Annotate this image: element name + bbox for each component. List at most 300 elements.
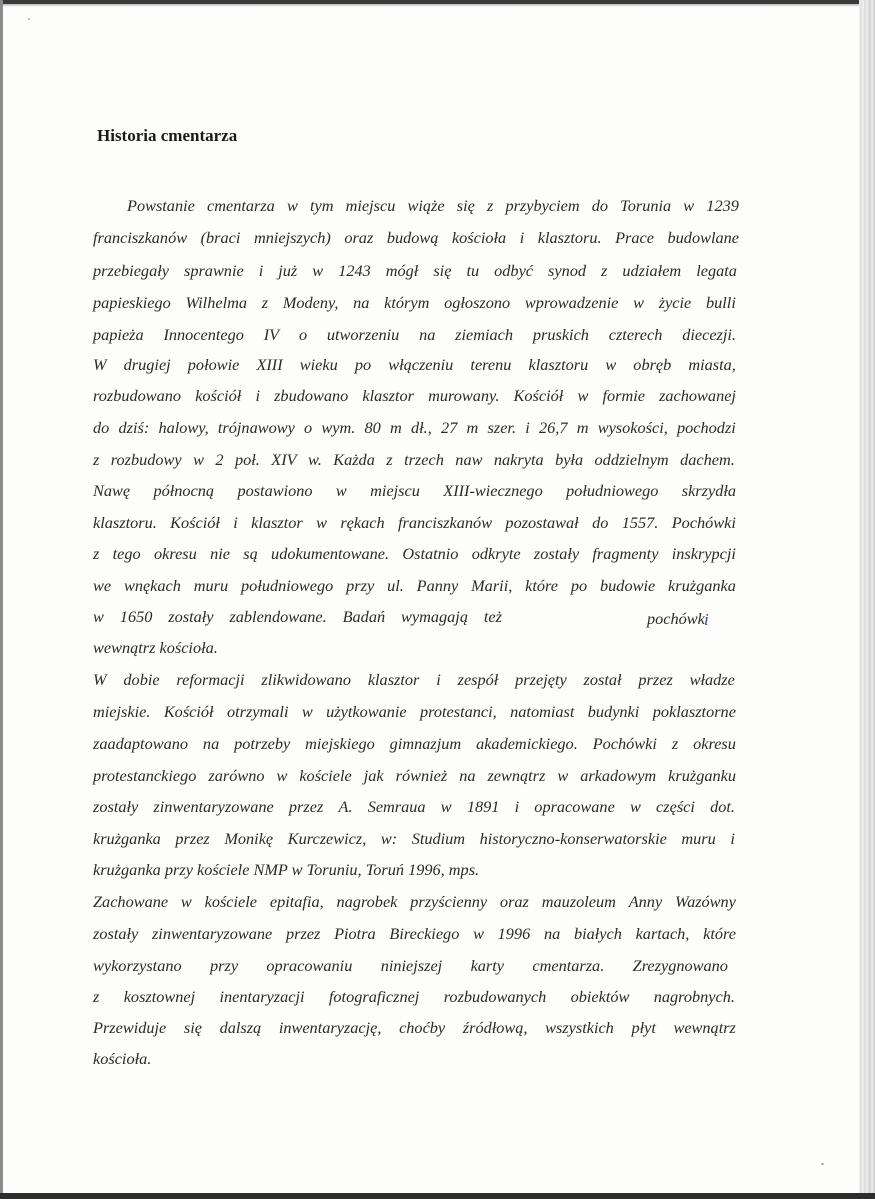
word: dot. bbox=[710, 797, 735, 816]
word: z bbox=[671, 734, 679, 753]
word: 1243 bbox=[338, 261, 371, 280]
word: halowy, bbox=[158, 418, 209, 437]
word: Kościół bbox=[170, 513, 220, 532]
word: płyt bbox=[631, 1018, 656, 1037]
word: w bbox=[629, 797, 641, 816]
word: zachowanej bbox=[659, 386, 736, 405]
word: i bbox=[436, 670, 441, 689]
word: franciszkanów bbox=[93, 228, 188, 247]
text-line bbox=[93, 325, 736, 345]
word: Prace bbox=[615, 228, 654, 247]
word: protestanci, bbox=[420, 702, 497, 721]
word: w bbox=[633, 293, 644, 312]
scan-left-edge bbox=[0, 0, 3, 1199]
word: do bbox=[592, 513, 609, 532]
word: muru bbox=[681, 829, 716, 848]
word: naw bbox=[455, 450, 483, 469]
word: dalszą bbox=[219, 1018, 262, 1037]
word: Marii, bbox=[471, 576, 513, 595]
word: 1891 bbox=[466, 797, 500, 816]
word: krużganku bbox=[668, 766, 736, 785]
word: z bbox=[261, 293, 269, 312]
word: zlikwidowano bbox=[261, 670, 351, 689]
word: Powstanie bbox=[127, 196, 195, 215]
word: Zachowane bbox=[93, 892, 169, 911]
word: A. bbox=[338, 797, 353, 816]
word: m bbox=[576, 418, 589, 437]
word: nagrobek bbox=[336, 892, 398, 911]
word: nakryta bbox=[493, 450, 544, 469]
word: Pochówki bbox=[671, 513, 736, 532]
word: cmentarza bbox=[206, 196, 275, 215]
word: otrzymali bbox=[226, 702, 289, 721]
word: zostały bbox=[93, 797, 139, 816]
word: ziemiach bbox=[455, 325, 514, 344]
word: mógł bbox=[385, 261, 419, 280]
word: fragmenty bbox=[592, 544, 659, 563]
word: tu bbox=[466, 261, 480, 280]
word: w. bbox=[308, 450, 322, 469]
word: w bbox=[335, 481, 347, 500]
word: wewnątrz bbox=[673, 1018, 736, 1037]
word: odbyć bbox=[494, 261, 534, 280]
word: epitafia, bbox=[269, 892, 324, 911]
word: karty bbox=[470, 956, 505, 975]
word: inentaryzacji bbox=[219, 987, 305, 1006]
word: zarówno bbox=[208, 766, 265, 785]
word: gimnazjum bbox=[389, 734, 462, 753]
word: Piotra bbox=[334, 924, 376, 943]
word: zostały bbox=[93, 924, 139, 943]
word: klasztoru bbox=[528, 355, 589, 374]
word: postawiono bbox=[237, 481, 313, 500]
word: Pochówki bbox=[592, 734, 657, 753]
word: zostały bbox=[533, 544, 580, 563]
word: Przewiduje bbox=[93, 1018, 167, 1037]
word: Wazówny bbox=[675, 892, 736, 911]
word: obręb bbox=[633, 355, 672, 374]
word: udokumentowane. bbox=[271, 544, 390, 563]
word: protestanckiego bbox=[93, 766, 197, 785]
word: Torunia bbox=[620, 196, 672, 215]
word: południowego bbox=[241, 576, 334, 595]
text-line bbox=[93, 418, 736, 438]
word: kosztownej bbox=[123, 987, 196, 1006]
word: legata bbox=[696, 261, 737, 280]
word: Bireckiego bbox=[389, 924, 460, 943]
text-line bbox=[93, 924, 736, 944]
word: w bbox=[577, 386, 589, 405]
word: w bbox=[473, 924, 484, 943]
word: papieskiego bbox=[93, 293, 171, 312]
word: w bbox=[605, 355, 617, 374]
text-line bbox=[93, 607, 502, 627]
text-line: pochówk bbox=[647, 609, 705, 628]
word: jak bbox=[363, 766, 384, 785]
word: mniejszych) bbox=[253, 228, 331, 247]
word: obiektów bbox=[570, 987, 630, 1006]
word: terenu bbox=[470, 355, 512, 374]
word: również bbox=[395, 766, 448, 785]
word: zostały bbox=[168, 607, 214, 626]
word: inwentaryzację, bbox=[278, 1018, 382, 1037]
text-line bbox=[93, 355, 736, 375]
word: 26,7 bbox=[539, 418, 568, 437]
word: formie bbox=[602, 386, 645, 405]
word: Panny bbox=[416, 576, 459, 595]
word: papieża bbox=[93, 325, 144, 344]
word: zaadaptowano bbox=[93, 734, 188, 753]
text-line bbox=[93, 829, 735, 849]
word: do bbox=[591, 196, 609, 215]
text-line: kościoła. bbox=[93, 1049, 152, 1068]
word: na bbox=[353, 293, 370, 312]
word: części bbox=[656, 797, 695, 816]
word: zablendowane. bbox=[229, 607, 327, 626]
word: Każda bbox=[333, 450, 375, 469]
word: Innocentego bbox=[163, 325, 244, 344]
word: diecezji. bbox=[682, 325, 736, 344]
word: historyczno-konserwatorskie bbox=[479, 829, 667, 848]
word: skrzydła bbox=[681, 481, 736, 500]
word: i bbox=[730, 829, 735, 848]
word: ogłoszono bbox=[444, 293, 511, 312]
text-line bbox=[93, 481, 736, 501]
word: Kurczewicz, bbox=[287, 829, 367, 848]
word: pozostawał bbox=[505, 513, 579, 532]
text-line bbox=[93, 450, 735, 470]
word: franciszkanów bbox=[397, 513, 493, 532]
word: w bbox=[683, 196, 695, 215]
text-line bbox=[93, 987, 735, 1007]
word: m bbox=[390, 418, 402, 437]
word: też bbox=[483, 607, 502, 626]
word: cmentarza. bbox=[532, 956, 605, 975]
scan-bottom-edge bbox=[0, 1193, 875, 1199]
word: i bbox=[255, 386, 260, 405]
word: 1557. bbox=[621, 513, 659, 532]
word: wysokości, bbox=[597, 418, 668, 437]
word: miasta, bbox=[688, 355, 736, 374]
word: się bbox=[183, 1018, 202, 1037]
word: przez bbox=[175, 829, 210, 848]
word: budowlane bbox=[667, 228, 739, 247]
word: przy bbox=[346, 576, 375, 595]
word: 1650 bbox=[119, 607, 153, 626]
word: dziś: bbox=[118, 418, 150, 437]
word: już bbox=[278, 261, 298, 280]
word: oraz bbox=[344, 228, 374, 247]
word: budową bbox=[386, 228, 439, 247]
word: przyścienny bbox=[410, 892, 488, 911]
text-line bbox=[127, 196, 739, 216]
word: użytkowanie bbox=[326, 702, 407, 721]
word: w bbox=[180, 892, 192, 911]
word: opracowane bbox=[534, 797, 615, 816]
text-line bbox=[93, 576, 736, 596]
word: wym. bbox=[321, 418, 356, 437]
word: klasztoru. bbox=[537, 228, 602, 247]
word: arkadowym bbox=[580, 766, 657, 785]
word: Kościół bbox=[163, 702, 214, 721]
word: Modeny, bbox=[282, 293, 339, 312]
text-line bbox=[93, 544, 736, 564]
word: z bbox=[386, 450, 393, 469]
word: 1239 bbox=[706, 196, 739, 215]
text-line bbox=[93, 261, 737, 281]
word: odkryte bbox=[471, 544, 521, 563]
text-line bbox=[93, 956, 728, 976]
word: przy bbox=[210, 956, 239, 975]
text-line bbox=[93, 702, 736, 722]
word: budowie bbox=[600, 576, 656, 595]
word: z bbox=[93, 987, 100, 1006]
word: kościoła bbox=[451, 228, 507, 247]
word: się bbox=[433, 261, 452, 280]
word: dachem. bbox=[680, 450, 735, 469]
word: i bbox=[233, 513, 238, 532]
word: rozbudowy bbox=[110, 450, 182, 469]
word: 27 bbox=[441, 418, 458, 437]
scan-top-shadow bbox=[0, 4, 875, 7]
word: opracowaniu bbox=[266, 956, 353, 975]
word: z bbox=[601, 261, 608, 280]
word: murowany. bbox=[428, 386, 500, 405]
word: udziałem bbox=[622, 261, 682, 280]
word: w bbox=[93, 607, 104, 626]
scan-dust bbox=[821, 1163, 824, 1165]
word: poklasztorne bbox=[652, 702, 736, 721]
word: północną bbox=[153, 481, 215, 500]
word: budynki bbox=[587, 702, 640, 721]
word: połowie bbox=[187, 355, 240, 374]
text-line bbox=[93, 766, 736, 786]
word: we bbox=[93, 576, 112, 595]
word: na bbox=[459, 766, 476, 785]
word: rozbudowano bbox=[93, 386, 182, 405]
word: w bbox=[276, 766, 288, 785]
word: W bbox=[93, 670, 107, 689]
word: dobie bbox=[123, 670, 160, 689]
word: Wilhelma bbox=[185, 293, 247, 312]
word: miejscu bbox=[345, 196, 396, 215]
text-line bbox=[93, 386, 736, 406]
word: niniejszej bbox=[380, 956, 443, 975]
word: wiąże bbox=[407, 196, 445, 215]
word: akademickiego. bbox=[476, 734, 578, 753]
word: XIII bbox=[256, 355, 283, 374]
word: mauzoleum bbox=[541, 892, 616, 911]
word: w bbox=[193, 450, 204, 469]
word: białych bbox=[573, 924, 622, 943]
word: bulli bbox=[706, 293, 736, 312]
word: życie bbox=[658, 293, 692, 312]
word: 2 bbox=[215, 450, 224, 469]
word: drugiej bbox=[123, 355, 171, 374]
scan-dust bbox=[28, 18, 30, 20]
text-line: wewnątrz kościoła. bbox=[93, 638, 218, 657]
word: i bbox=[519, 228, 525, 247]
word: sprawnie bbox=[183, 261, 244, 280]
text-line bbox=[93, 228, 739, 248]
word: w bbox=[286, 196, 298, 215]
word: Nawę bbox=[93, 481, 131, 500]
word: Badań bbox=[342, 607, 386, 626]
word: wprowadzenie bbox=[524, 293, 619, 312]
word: potrzeby bbox=[234, 734, 291, 753]
word: 80 bbox=[364, 418, 381, 437]
word: zbudowano bbox=[274, 386, 349, 405]
handwritten-mark: i bbox=[704, 610, 709, 629]
word: oddzielnym bbox=[594, 450, 669, 469]
word: czterech bbox=[608, 325, 663, 344]
word: w bbox=[301, 702, 313, 721]
word: XIII-wiecznego bbox=[443, 481, 543, 500]
word: wykorzystano bbox=[93, 956, 182, 975]
word: w bbox=[316, 513, 327, 532]
word: nie bbox=[210, 544, 230, 563]
text-line bbox=[93, 670, 735, 690]
word: zinwentaryzowane bbox=[153, 797, 274, 816]
word: oraz bbox=[499, 892, 529, 911]
word: kościele bbox=[204, 892, 258, 911]
page-title: Historia cmentarza bbox=[97, 126, 238, 145]
word: krużganka bbox=[668, 576, 736, 595]
word: na bbox=[543, 924, 561, 943]
word: klasztoru. bbox=[93, 513, 157, 532]
word: pruskich bbox=[532, 325, 589, 344]
word: synod bbox=[548, 261, 587, 280]
word: dł., bbox=[411, 418, 432, 437]
word: do bbox=[93, 418, 110, 437]
word: kartach, bbox=[635, 924, 690, 943]
word: W bbox=[93, 355, 107, 374]
text-line bbox=[93, 797, 735, 817]
word: fotograficznej bbox=[328, 987, 420, 1006]
word: zinwentaryzowane bbox=[151, 924, 273, 943]
word: klasztor bbox=[362, 386, 414, 405]
word: krużganka bbox=[93, 829, 161, 848]
word: szer. bbox=[487, 418, 517, 437]
word: które bbox=[525, 576, 559, 595]
word: utworzeniu bbox=[326, 325, 400, 344]
word: m bbox=[466, 418, 479, 437]
word: 1996 bbox=[497, 924, 531, 943]
word: choćby bbox=[399, 1018, 446, 1037]
word: Zrezygnowano bbox=[632, 956, 728, 975]
word: którym bbox=[384, 293, 430, 312]
word: południowego bbox=[566, 481, 659, 500]
word: miejscu bbox=[370, 481, 420, 500]
word: w bbox=[557, 766, 569, 785]
word: został bbox=[583, 670, 622, 689]
word: miejskiego bbox=[305, 734, 375, 753]
word: reformacji bbox=[176, 670, 245, 689]
word: wieku bbox=[299, 355, 338, 374]
word: w: bbox=[380, 829, 398, 848]
word: Kościół bbox=[513, 386, 564, 405]
word: pochodzi bbox=[677, 418, 736, 437]
word: o bbox=[304, 418, 313, 437]
word: nagrobnych. bbox=[653, 987, 735, 1006]
word: zewnątrz bbox=[487, 766, 546, 785]
word: przebiegały bbox=[93, 261, 169, 280]
word: się bbox=[456, 196, 475, 215]
word: z bbox=[93, 544, 100, 563]
word: z bbox=[93, 450, 100, 469]
word: o bbox=[298, 325, 308, 344]
word: przez bbox=[288, 797, 324, 816]
word: Semraua bbox=[367, 797, 426, 816]
word: inskrypcji bbox=[671, 544, 736, 563]
word: Monikę bbox=[224, 829, 274, 848]
word: na bbox=[419, 325, 436, 344]
word: ul. bbox=[387, 576, 404, 595]
word: IV bbox=[263, 325, 280, 344]
text-line: krużganka przy kościele NMP w Toruniu, Toruń 1996, mps. bbox=[93, 860, 480, 879]
text-line bbox=[93, 734, 736, 754]
text-line bbox=[93, 293, 736, 313]
word: trzech bbox=[404, 450, 444, 469]
word: Anny bbox=[628, 892, 663, 911]
word: poł. bbox=[234, 450, 260, 469]
word: miejskie. bbox=[93, 702, 151, 721]
word: okresu bbox=[693, 734, 736, 753]
word: zespół bbox=[457, 670, 499, 689]
word: kościele bbox=[299, 766, 352, 785]
word: XIV bbox=[271, 450, 297, 469]
word: była bbox=[555, 450, 584, 469]
word: Studium bbox=[411, 829, 466, 848]
word: które bbox=[703, 924, 736, 943]
word: klasztor bbox=[367, 670, 420, 689]
text-line bbox=[93, 1018, 736, 1038]
word: po bbox=[354, 355, 372, 374]
word: przez bbox=[638, 670, 673, 689]
word: wnękach bbox=[123, 576, 181, 595]
word: po bbox=[570, 576, 588, 595]
word: i bbox=[258, 261, 264, 280]
word: w bbox=[440, 797, 452, 816]
word: władze bbox=[689, 670, 735, 689]
word: muru bbox=[193, 576, 229, 595]
word: tego bbox=[112, 544, 141, 563]
word: tym bbox=[309, 196, 334, 215]
word: w bbox=[312, 261, 324, 280]
word: przybyciem bbox=[505, 196, 580, 215]
word: i bbox=[525, 418, 530, 437]
word: okresu bbox=[153, 544, 197, 563]
word: wszystkich bbox=[545, 1018, 614, 1037]
word: wymagają bbox=[401, 607, 468, 626]
word: rozbudowanych bbox=[443, 987, 547, 1006]
word: trójnawowy bbox=[217, 418, 295, 437]
word: Ostatnio bbox=[402, 544, 459, 563]
text-line bbox=[93, 513, 736, 533]
word: i bbox=[514, 797, 520, 816]
word: są bbox=[243, 544, 258, 563]
word: włączeniu bbox=[388, 355, 454, 374]
word: na bbox=[202, 734, 220, 753]
word: rękach bbox=[340, 513, 385, 532]
word: (braci bbox=[200, 228, 241, 247]
word: klasztor bbox=[251, 513, 303, 532]
word: przejęty bbox=[515, 670, 567, 689]
word: kościół bbox=[195, 386, 242, 405]
text-line bbox=[93, 892, 736, 912]
word: z bbox=[486, 196, 494, 215]
word: źródłową, bbox=[462, 1018, 528, 1037]
